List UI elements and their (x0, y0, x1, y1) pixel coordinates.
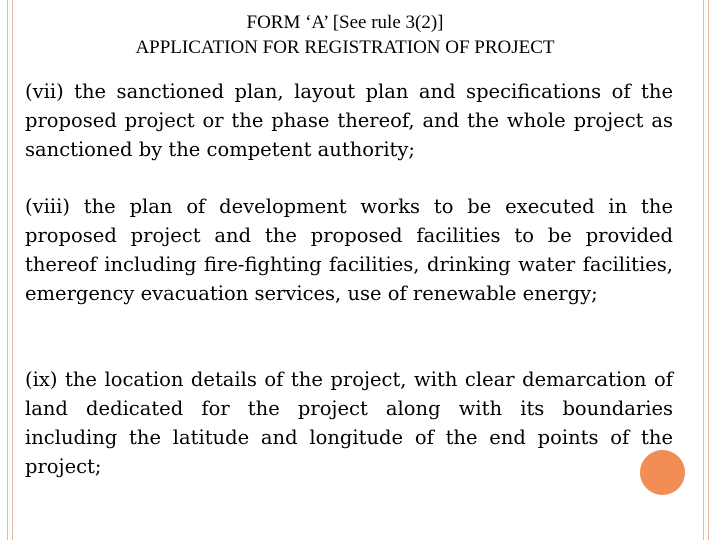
paragraph-ix: (ix) the location details of the project, with clear demarcation of land dedicated for the project along with its boundaries including the latitude and longitude of the end points of the project; (25, 368, 673, 478)
paragraph-vii: (vii) the sanctioned plan, layout plan and specifications of the proposed project or the phase thereof, and the whole project as sanctioned by the competent authority; (25, 80, 673, 161)
right-border-line (708, 0, 709, 540)
left-border-line (7, 0, 8, 540)
paragraph-viii: (viii) the plan of development works to be executed in the proposed project and the proposed facilities to be provided thereof including fire-fighting facilities, drinking water facilities, emergency evacuation services, use of renewable energy; (25, 195, 673, 305)
decorative-circle (640, 450, 685, 495)
title-line-application: APPLICATION FOR REGISTRATION OF PROJECT (135, 37, 555, 58)
title-line-form: FORM ‘A’ [See rule 3(2)] (246, 12, 444, 33)
right-border-line (703, 0, 704, 540)
left-border-line (12, 0, 13, 540)
slide-title (25, 10, 665, 60)
